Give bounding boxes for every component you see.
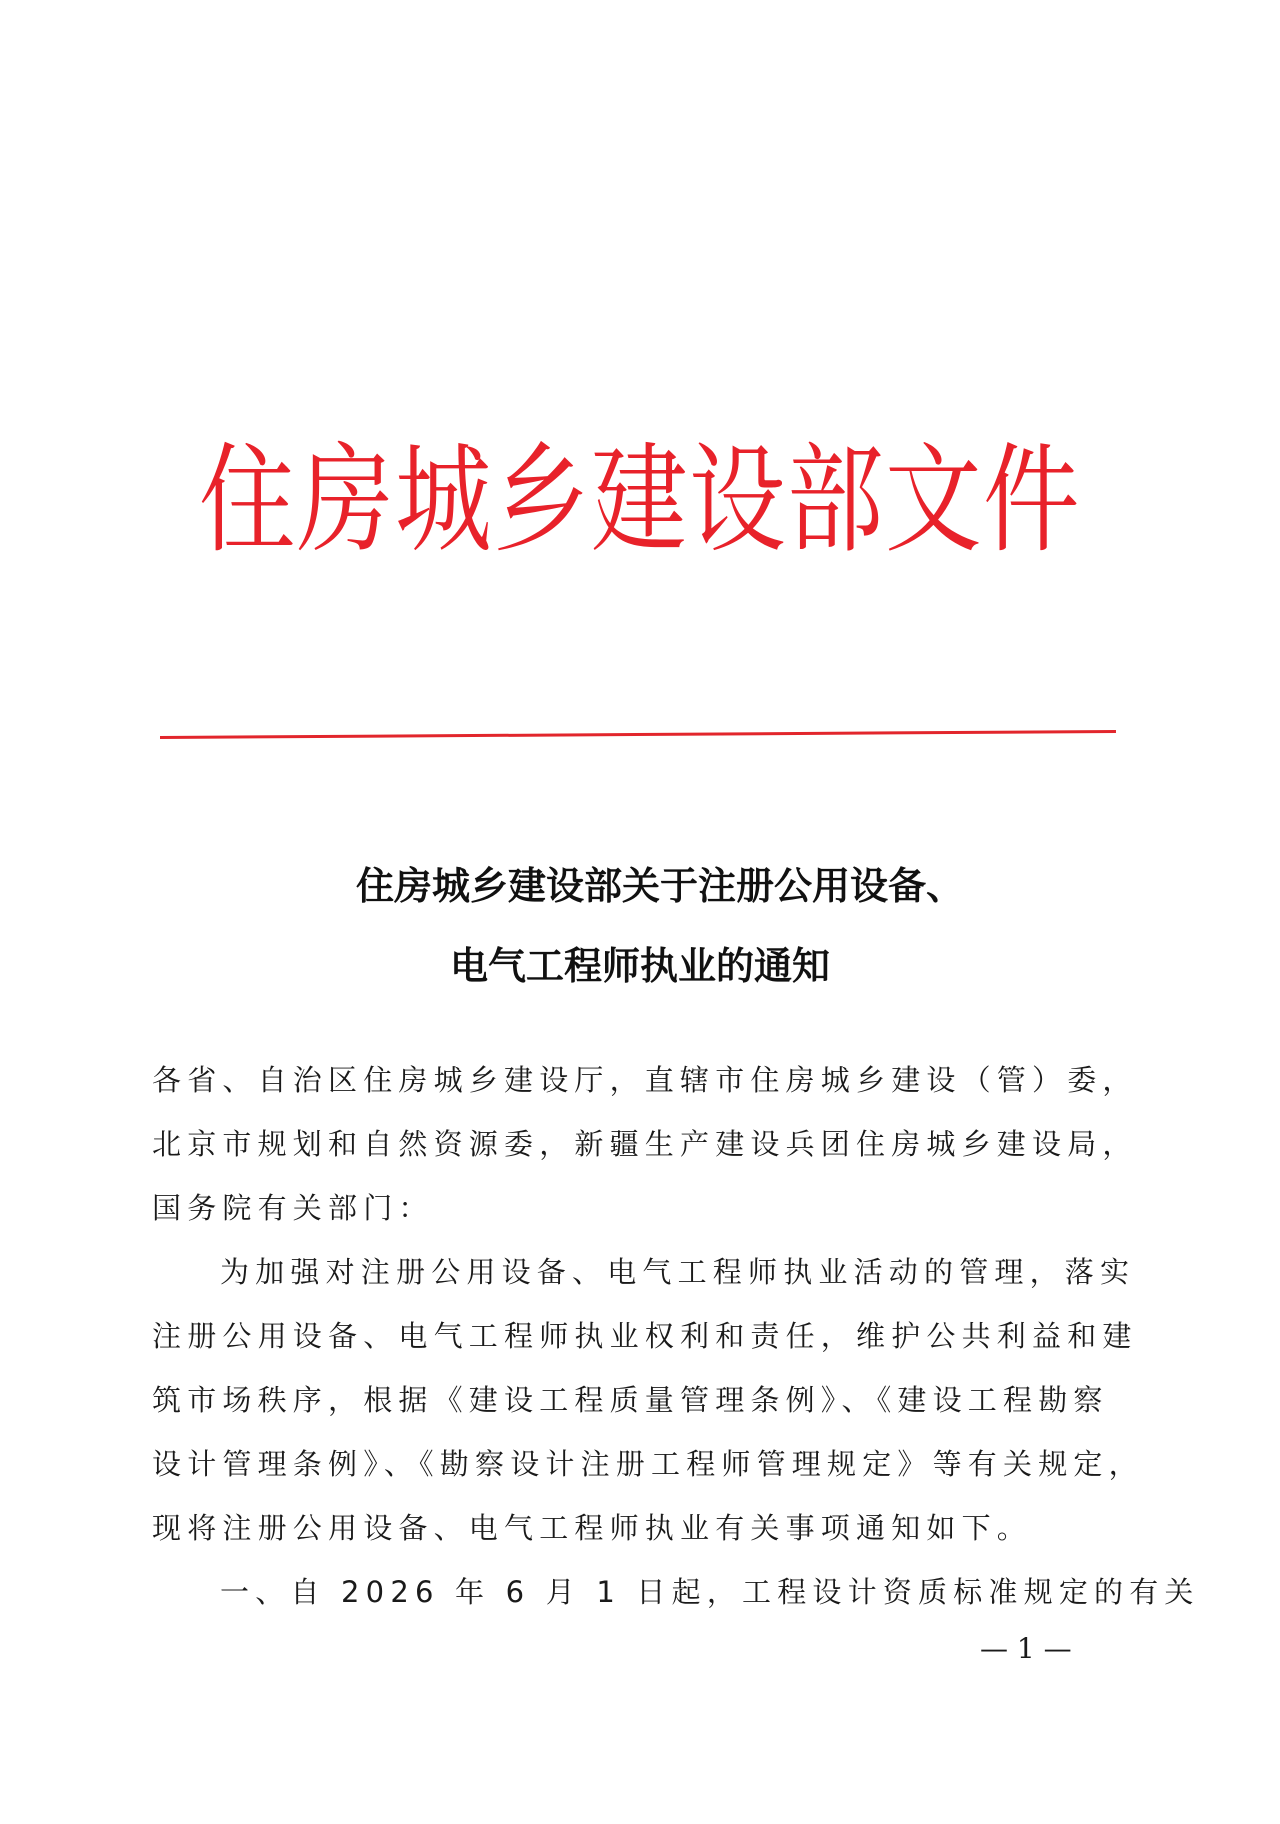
masthead-char: 城 <box>394 431 492 569</box>
body-paragraph-line: 为加强对注册公用设备、电气工程师执业活动的管理，落实 <box>220 1255 1136 1289</box>
document-masthead <box>190 430 1080 570</box>
page-number: — 1 — <box>980 1632 1072 1665</box>
masthead-char: 房 <box>296 431 394 569</box>
body-paragraph-line: 现将注册公用设备、电气工程师执业有关事项通知如下。 <box>152 1511 1033 1545</box>
masthead-char: 住 <box>198 431 296 569</box>
document-title-line-1: 住房城乡建设部关于注册公用设备、 <box>355 864 964 908</box>
masthead-char: 乡 <box>492 431 590 569</box>
addressee-line: 北京市规划和自然资源委，新疆生产建设兵团住房城乡建设局， <box>152 1127 1138 1161</box>
body-paragraph-line: 筑市场秩序，根据《建设工程质量管理条例》、《建设工程勘察 <box>152 1383 1109 1417</box>
masthead-char: 部 <box>786 431 884 569</box>
document-title-line-2: 电气工程师执业的通知 <box>449 944 830 988</box>
masthead-char: 建 <box>590 431 688 569</box>
masthead-char: 件 <box>982 431 1080 569</box>
body-paragraph-line: 注册公用设备、电气工程师执业权利和责任，维护公共利益和建 <box>152 1319 1138 1353</box>
body-paragraph-line: 一、自 2026 年 6 月 1 日起，工程设计资质标准规定的有关 <box>220 1575 1200 1609</box>
addressee-line: 各省、自治区住房城乡建设厅，直辖市住房城乡建设（管）委， <box>152 1063 1138 1097</box>
red-divider-rule <box>160 730 1116 739</box>
masthead-char: 文 <box>884 431 982 569</box>
addressee-line: 国务院有关部门： <box>152 1191 434 1225</box>
body-paragraph-line: 设计管理条例》、《勘察设计注册工程师管理规定》等有关规定， <box>152 1447 1144 1481</box>
masthead-char: 设 <box>688 431 786 569</box>
